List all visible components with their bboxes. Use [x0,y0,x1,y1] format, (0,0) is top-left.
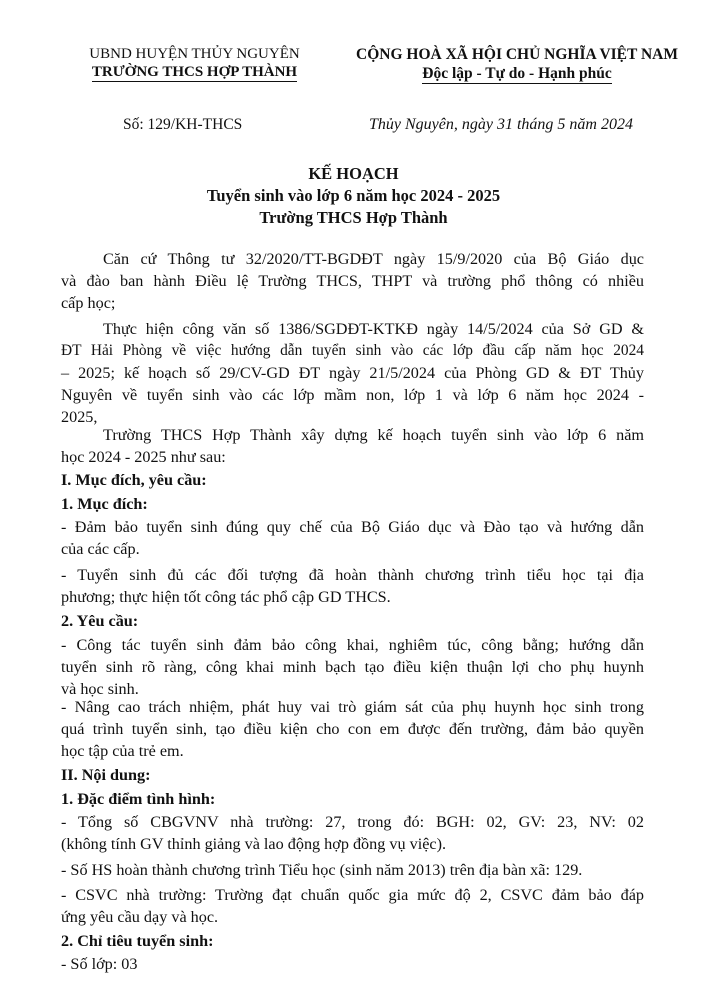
document-number: Số: 129/KH-THCS [123,116,243,133]
preamble-2-line-3: – 2025; kế hoạch số 29/CV-GD ĐT ngày 21/5/2024 của Phòng GD & ĐT Thủy [61,364,644,382]
preamble-1-line-3: cấp học; [61,294,116,312]
section-2-heading: II. Nội dung: [61,766,151,784]
national-motto: Độc lập - Tự do - Hạnh phúc [422,65,612,82]
quota-item-1: - Số lớp: 03 [61,955,138,973]
situation-item-3-line-2: ứng yêu cầu dạy và học. [61,908,219,926]
authority-name: UBND HUYỆN THỦY NGUYÊN [89,46,300,62]
requirement-item-1-line-3: và học sinh. [61,680,139,698]
section-2-1-heading: 1. Đặc điểm tình hình: [61,790,216,808]
situation-item-3-line-1: - CSVC nhà trường: Trường đạt chuẩn quốc gia mức độ 2, CSVC đảm bảo đáp [61,886,644,904]
purpose-item-2-line-2: phương; thực hiện tốt công tác phổ cập GD THCS. [61,588,391,606]
document-school-subtitle: Trường THCS Hợp Thành [259,208,448,227]
requirement-item-2-line-2: quá trình tuyển sinh, tạo điều kiện cho con em được đến trường, đảm bảo quyền [61,720,644,738]
situation-item-1-line-1: - Tổng số CBGVNV nhà trường: 27, trong đó: BGH: 02, GV: 23, NV: 02 [61,813,644,831]
preamble-1-line-1: Căn cứ Thông tư 32/2020/TT-BGDĐT ngày 15/9/2020 của Bộ Giáo dục [103,250,644,268]
document-subtitle: Tuyển sinh vào lớp 6 năm học 2024 - 2025 [206,186,501,205]
requirement-item-1-line-2: tuyển sinh rõ ràng, công khai minh bạch tạo điều kiện thuận lợi cho phụ huynh [61,658,644,676]
requirement-item-1-line-1: - Công tác tuyển sinh đảm bảo công khai, nghiêm túc, công bằng; hướng dẫn [61,636,644,654]
situation-item-2-line-1: - Số HS hoàn thành chương trình Tiểu học (sinh năm 2013) trên địa bàn xã: 129. [61,861,583,879]
requirement-item-2-line-1: - Nâng cao trách nhiệm, phát huy vai trò giám sát của phụ huynh học sinh trong [61,698,644,716]
preamble-2-line-5: 2025, [61,408,98,426]
place-date: Thủy Nguyên, ngày 31 tháng 5 năm 2024 [369,116,633,133]
preamble-1-line-2: và đào ban hành Điều lệ Trường THCS, THPT và trường phổ thông có nhiều [61,272,644,290]
situation-item-1-line-2: (không tính GV thỉnh giảng và lao động hợp đồng vụ việc). [61,835,447,853]
preamble-3-line-2: học 2024 - 2025 như sau: [61,448,226,466]
requirement-item-2-line-3: học tập của trẻ em. [61,742,184,760]
preamble-2-line-1: Thực hiện công văn số 1386/SGDĐT-KTKĐ ngày 14/5/2024 của Sở GD & [103,320,644,338]
section-1-1-heading: 1. Mục đích: [61,495,148,513]
purpose-item-1-line-1: - Đảm bảo tuyển sinh đúng quy chế của Bộ Giáo dục và Đào tạo và hướng dẫn [61,518,644,536]
purpose-item-2-line-1: - Tuyển sinh đủ các đối tượng đã hoàn thành chương trình tiểu học tại địa [61,566,644,584]
document-title: KẾ HOẠCH [308,164,399,183]
preamble-2-line-2: ĐT Hải Phòng về việc hướng dẫn tuyển sinh vào các lớp đầu cấp năm học 2024 [61,342,644,359]
section-1-2-heading: 2. Yêu cầu: [61,612,139,630]
preamble-2-line-4: Nguyên về tuyển sinh vào các lớp mầm non, lớp 1 và lớp 6 năm học 2024 - [61,386,644,404]
school-name-header: TRƯỜNG THCS HỢP THÀNH [91,64,298,80]
section-1-heading: I. Mục đích, yêu cầu: [61,471,207,489]
preamble-3-line-1: Trường THCS Hợp Thành xây dựng kế hoạch tuyển sinh vào lớp 6 năm [103,426,644,444]
national-title: CỘNG HOÀ XÃ HỘI CHỦ NGHĨA VIỆT NAM [356,46,678,63]
purpose-item-1-line-2: của các cấp. [61,540,140,558]
section-2-2-heading: 2. Chỉ tiêu tuyển sinh: [61,932,214,950]
